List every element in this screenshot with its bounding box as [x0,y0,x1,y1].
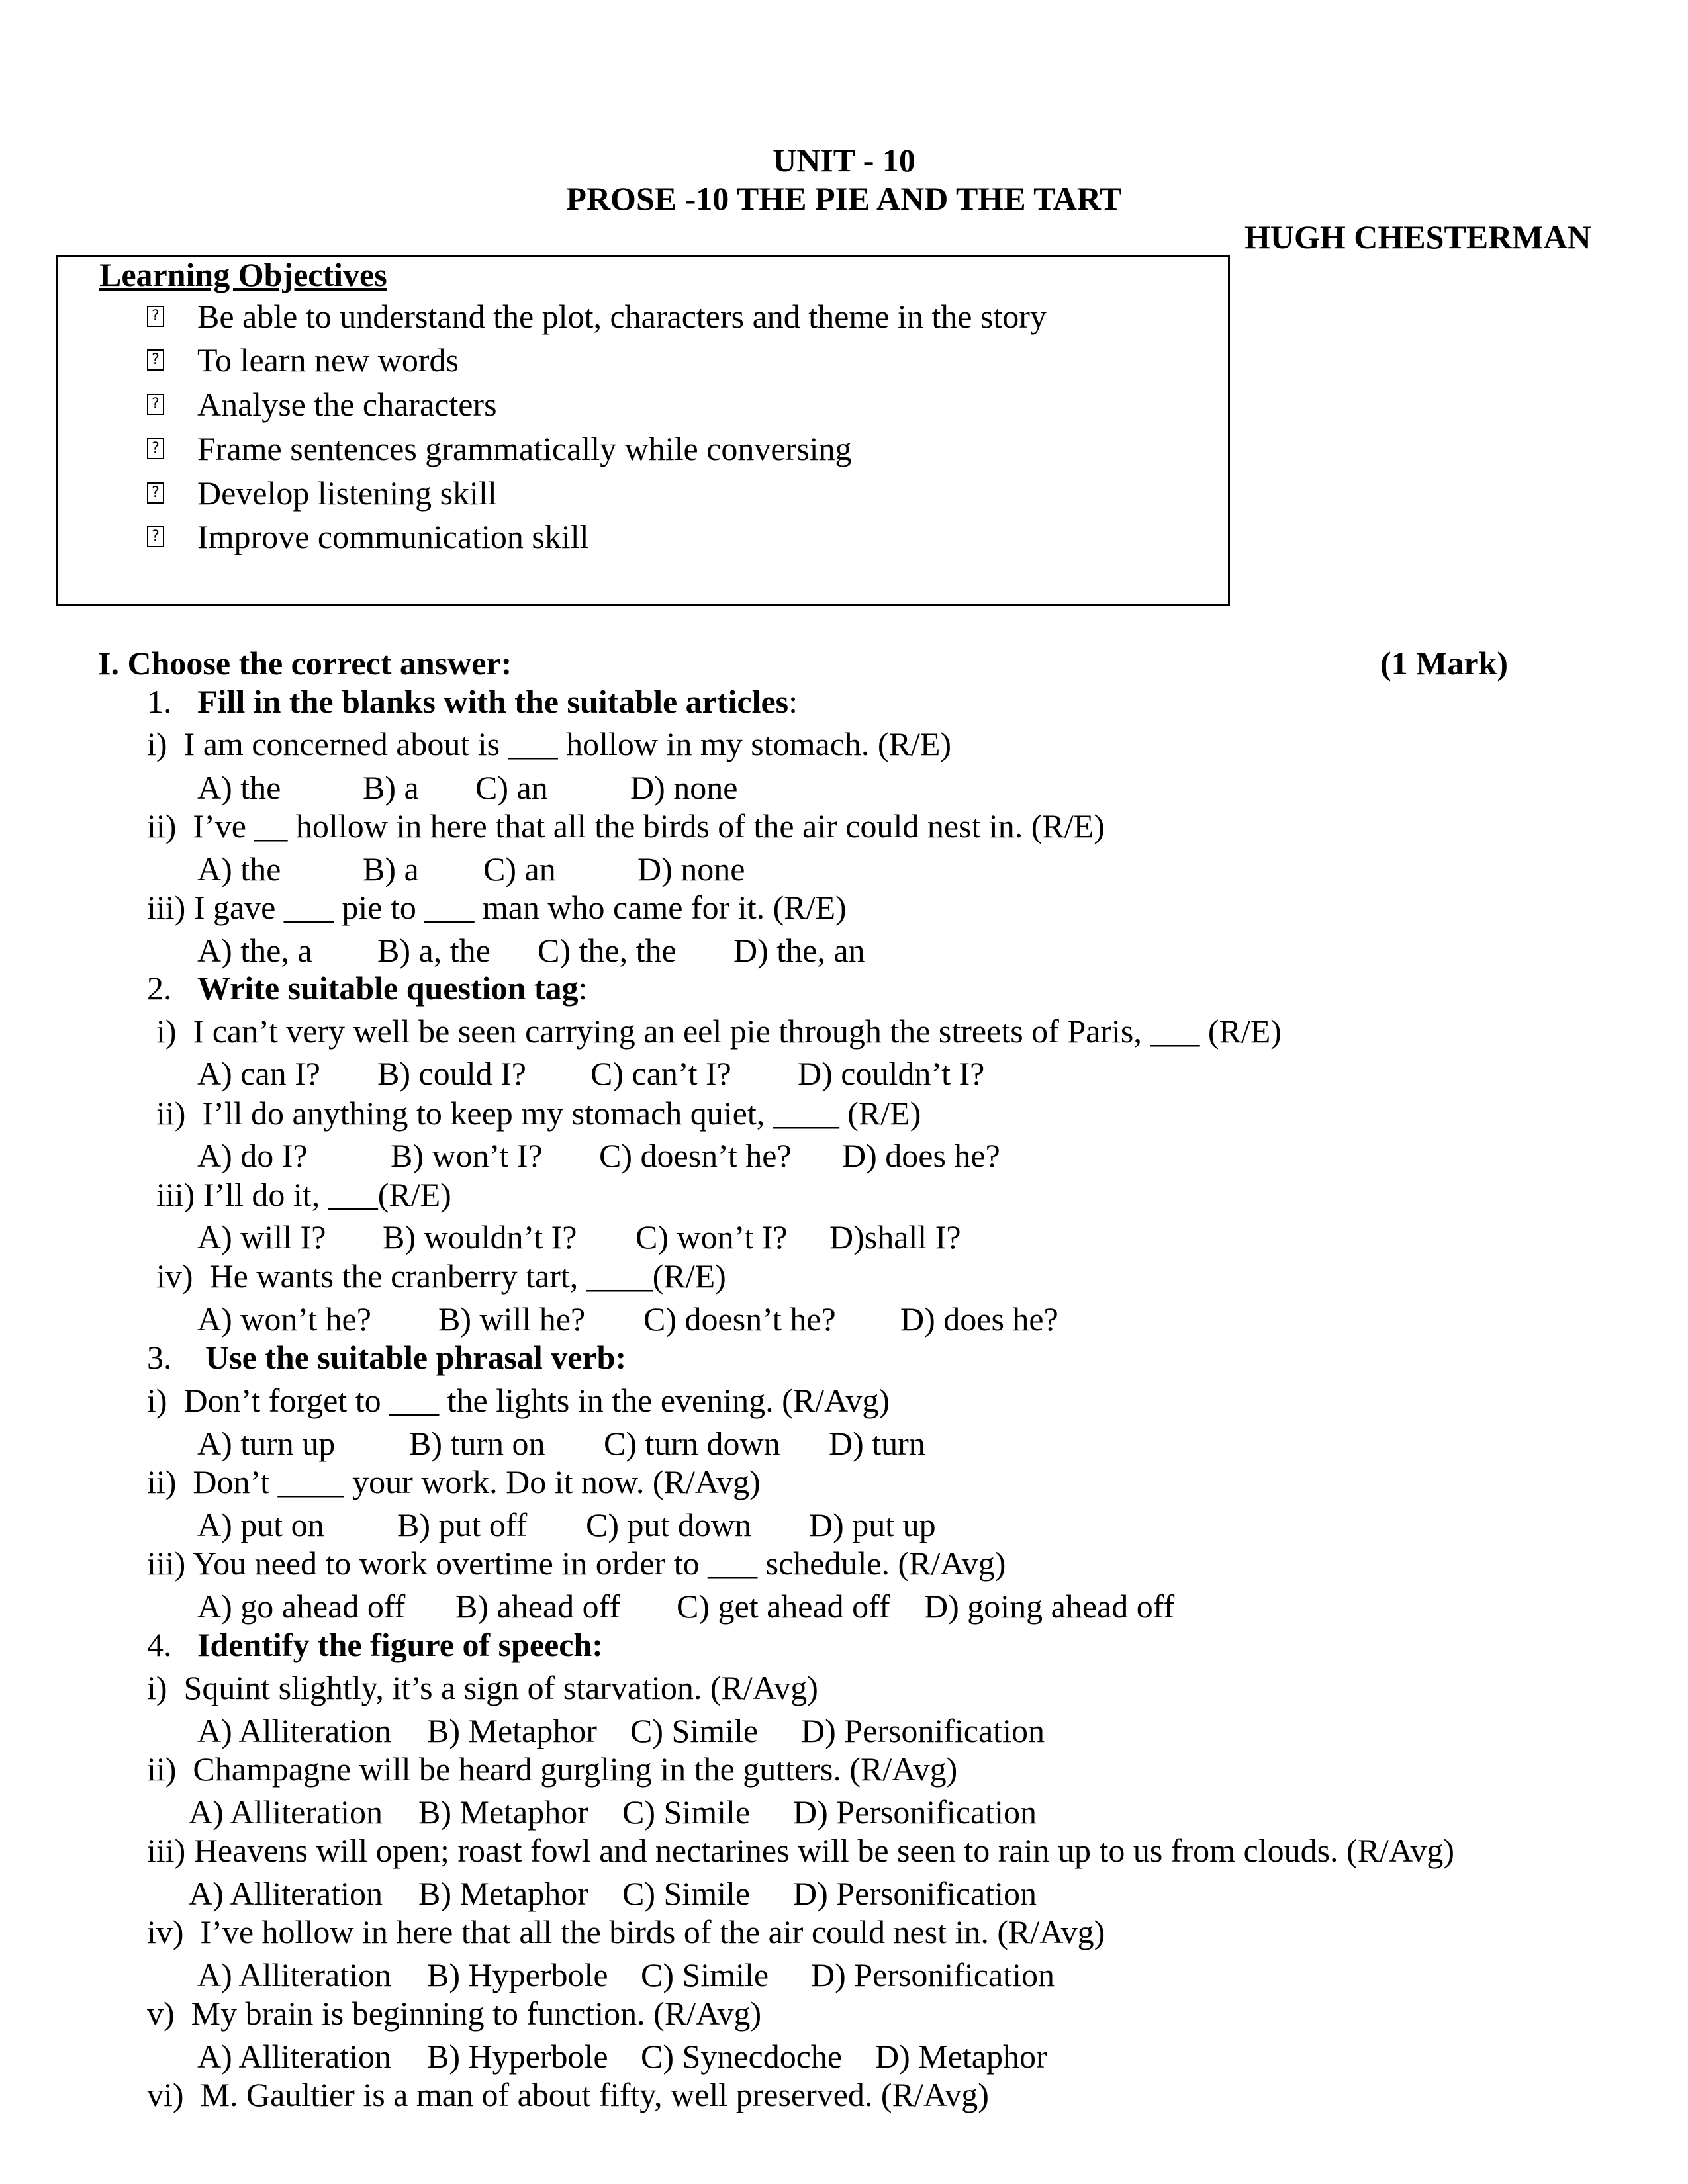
option: C) put down [586,1506,751,1543]
option: D) Personification [793,1875,1037,1912]
option: C) an [483,850,556,887]
option: B) will he? [438,1300,586,1338]
objective-item: Be able to understand the plot, characters and theme in the story [197,298,1047,335]
group-heading-text: Write suitable question tag [197,970,579,1007]
option: A) turn up [197,1425,336,1462]
option: A) do I? [197,1137,308,1174]
option: A) Alliteration [197,1956,391,1993]
option: B) a [363,850,419,887]
option: D) Personification [811,1956,1055,1993]
option: D) none [630,769,738,806]
option: B) put off [397,1506,528,1543]
bullet-icon: ? [147,306,164,327]
option: B) ahead off [455,1588,620,1625]
option: C) get ahead off [677,1588,890,1625]
question-text: iii) You need to work overtime in order to ___ schedule. (R/Avg) [147,1545,1006,1582]
group-heading [205,1338,626,1377]
option: C) Synecdoche [641,2038,843,2075]
question-text: iii) I’ll do it, ___(R/E) [156,1176,451,1213]
option: B) won’t I? [391,1137,543,1174]
question-text: iii) I gave ___ pie to ___ man who came for it. (R/E) [147,889,847,926]
group-heading-suffix: : [788,683,798,720]
option: C) can’t I? [590,1055,731,1092]
option: B) Hyperbole [427,1956,608,1993]
option: B) a [363,769,419,806]
option: A) the [197,769,281,806]
option: D) Metaphor [875,2038,1047,2075]
option: D) couldn’t I? [798,1055,985,1092]
group-heading-text: Identify the figure of speech: [197,1626,603,1663]
option: C) won’t I? [635,1218,788,1255]
option: B) wouldn’t I? [383,1218,577,1255]
group-number: 1. [147,683,172,720]
option: D) none [637,850,745,887]
option: C) doesn’t he? [599,1137,792,1174]
objectives-heading: Learning Objectives [99,256,387,293]
section-title: I. Choose the correct answer: [98,645,512,682]
option: D) turn [829,1425,925,1462]
question-text: iv) I’ve hollow in here that all the birds of the air could nest in. (R/Avg) [147,1913,1105,1950]
option: B) Metaphor [427,1712,597,1749]
question-text: i) Don’t forget to ___ the lights in the evening. (R/Avg) [147,1382,890,1419]
group-heading-suffix: : [578,970,588,1007]
question-text: v) My brain is beginning to function. (R/Avg) [147,1995,762,2032]
option: C) Simile [622,1875,751,1912]
question-text: iii) Heavens will open; roast fowl and nectarines will be seen to rain up to us from clouds. (R/Avg) [147,1832,1454,1869]
bullet-icon: ? [147,438,164,459]
option: D) does he? [900,1300,1058,1338]
objective-item: Analyse the characters [197,386,497,423]
option: B) could I? [377,1055,526,1092]
option: A) the [197,850,281,887]
section-marks: (1 Mark) [1380,645,1508,682]
option: C) the, the [538,932,677,969]
bullet-icon: ? [147,482,164,504]
option: A) Alliteration [197,2038,391,2075]
option: B) a, the [377,932,491,969]
question-text: iv) He wants the cranberry tart, ____(R/E) [156,1257,726,1295]
group-heading [197,1625,603,1664]
question-text: vi) M. Gaultier is a man of about fifty, well preserved. (R/Avg) [147,2076,989,2113]
author-name: HUGH CHESTERMAN [1244,218,1591,255]
objective-item: Frame sentences grammatically while conversing [197,430,852,467]
bullet-icon: ? [147,349,164,371]
group-number: 3. [147,1339,172,1376]
option: A) can I? [197,1055,320,1092]
option: D) Personification [801,1712,1045,1749]
option: A) Alliteration [189,1794,383,1831]
lesson-title: PROSE -10 THE PIE AND THE TART [566,180,1122,217]
option: A) Alliteration [189,1875,383,1912]
group-heading-text: Use the suitable phrasal verb: [205,1339,627,1376]
option: A) Alliteration [197,1712,391,1749]
unit-title: UNIT - 10 [773,142,915,179]
option: B) Metaphor [418,1794,588,1831]
group-number: 4. [147,1626,172,1663]
option: C) Simile [622,1794,751,1831]
option: C) turn down [604,1425,780,1462]
option: D)shall I? [829,1218,961,1255]
question-text: ii) I’ve __ hollow in here that all the birds of the air could nest in. (R/E) [147,807,1105,844]
objective-item: Improve communication skill [197,518,589,555]
option: B) Metaphor [418,1875,588,1912]
group-heading [197,968,587,1008]
option: A) put on [197,1506,324,1543]
question-text: i) I am concerned about is ___ hollow in my stomach. (R/E) [147,725,952,762]
bullet-icon: ? [147,526,164,547]
question-text: ii) I’ll do anything to keep my stomach quiet, ____ (R/E) [156,1095,921,1132]
option: C) an [475,769,548,806]
option: A) the, a [197,932,312,969]
option: C) doesn’t he? [643,1300,836,1338]
objective-item: Develop listening skill [197,475,497,512]
option: D) Personification [793,1794,1037,1831]
option: A) go ahead off [197,1588,406,1625]
group-number: 2. [147,970,172,1007]
bullet-icon: ? [147,394,164,415]
option: B) Hyperbole [427,2038,608,2075]
option: D) put up [809,1506,936,1543]
objective-item: To learn new words [197,341,459,379]
question-text: ii) Don’t ____ your work. Do it now. (R/Avg) [147,1463,761,1500]
option: D) the, an [733,932,865,969]
option: A) won’t he? [197,1300,371,1338]
option: C) Simile [630,1712,759,1749]
group-heading-text: Fill in the blanks with the suitable articles [197,683,789,720]
option: C) Simile [641,1956,769,1993]
option: A) will I? [197,1218,326,1255]
group-heading [197,682,798,721]
question-text: ii) Champagne will be heard gurgling in the gutters. (R/Avg) [147,1751,958,1788]
option: B) turn on [409,1425,545,1462]
question-text: i) I can’t very well be seen carrying an eel pie through the streets of Paris, ___ (R/E) [156,1013,1282,1050]
question-text: i) Squint slightly, it’s a sign of starvation. (R/Avg) [147,1669,818,1706]
option: D) going ahead off [924,1588,1175,1625]
option: D) does he? [842,1137,1000,1174]
